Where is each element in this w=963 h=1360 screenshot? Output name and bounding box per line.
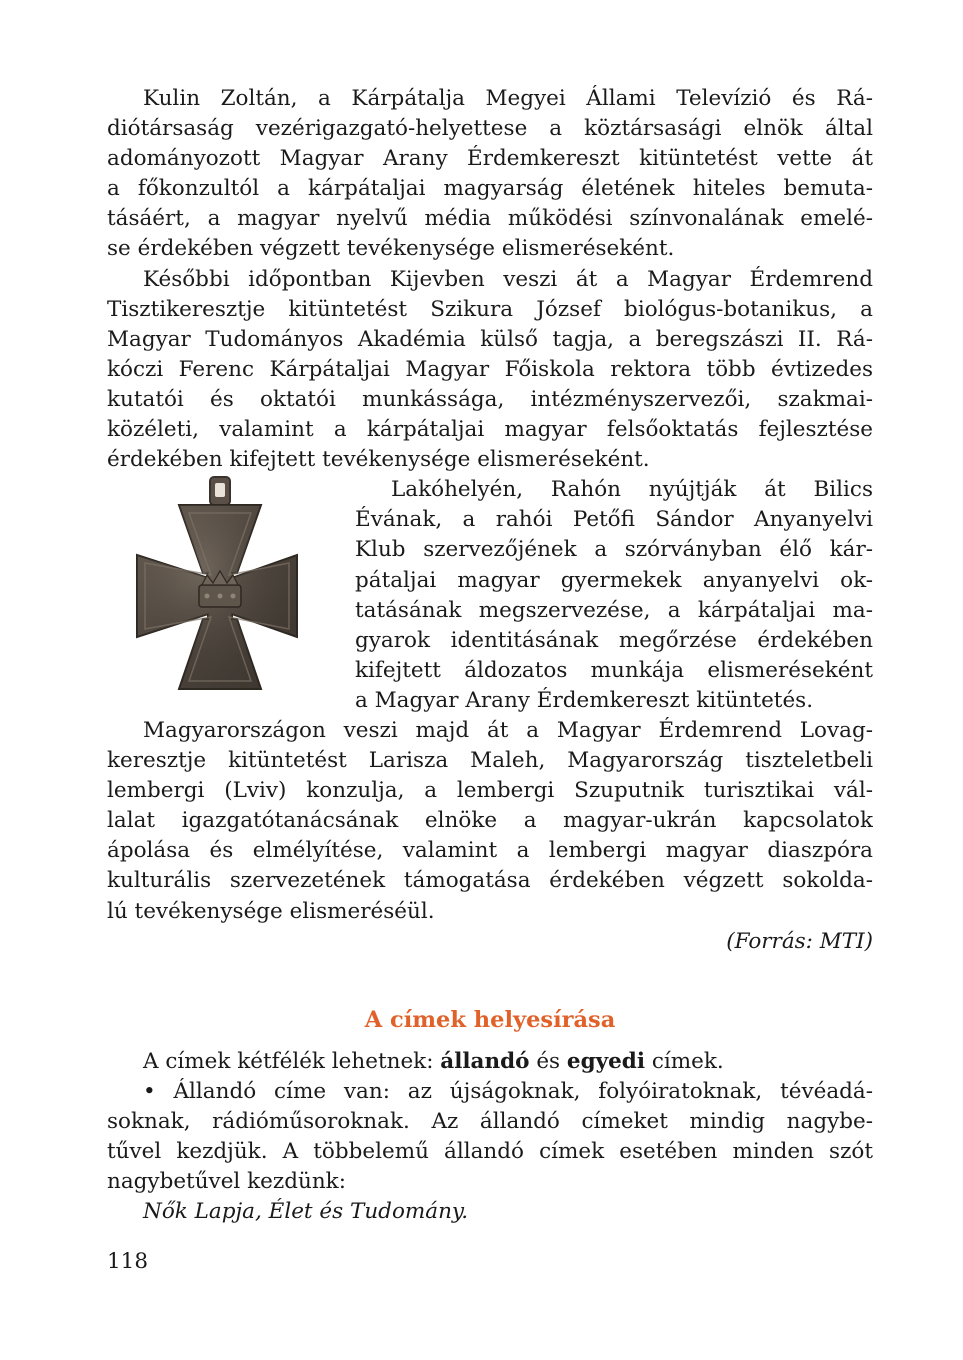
source-citation: (Forrás: MTI) (726, 928, 873, 954)
medal-cross-image (107, 475, 345, 707)
example-titles: Nők Lapja, Élet és Tudomány. (143, 1199, 469, 1225)
intro-text: és (529, 1048, 567, 1074)
intro-text: címek. (645, 1048, 724, 1074)
paragraph-1 (107, 84, 873, 265)
text-line: közéleti, valamint a kárpátaljai magyar felsőoktatás fejlesztése (107, 417, 873, 443)
text-line: Lakóhelyén, Rahón nyújtják át Bilics (391, 477, 873, 503)
text-line: a Magyar Arany Érdemkereszt kitüntetés. (355, 687, 814, 713)
text-line: tatásának megszervezése, a kárpátaljai ma- (355, 597, 873, 623)
page-number: 118 (107, 1249, 149, 1274)
text-line: Évának, a rahói Petőfi Sándor Anyanyelvi (355, 507, 873, 533)
bullet-line: soknak, rádióműsoroknak. Az állandó címeket mindig nagybe- (107, 1108, 873, 1134)
text-line: kutatói és oktatói munkássága, intézményszervezői, szakmai- (107, 386, 873, 412)
text-line: ápolása és elmélyítése, valamint a lembergi magyar diaszpóra (107, 838, 873, 864)
paragraph-3-with-medal (107, 475, 873, 716)
section-body (107, 1047, 873, 1228)
text-line: Magyarországon veszi majd át a Magyar Érdemrend Lovag- (143, 717, 873, 743)
term-bold: egyedi (566, 1048, 646, 1074)
text-line: gyarok identitásának megőrzése érdekében (355, 627, 873, 653)
bullet-line: • Állandó címe van: az újságoknak, folyóiratoknak, tévéadá- (143, 1078, 873, 1104)
text-line: Későbbi időpontban Kijevben veszi át a Magyar Érdemrend (143, 266, 873, 292)
paragraph-4 (107, 716, 873, 927)
text-line: lú tevékenysége elismeréséül. (107, 898, 435, 924)
text-line: érdekében kifejtett tevékenysége elismeréseként. (107, 447, 650, 473)
text-line: Klub szervezőjének a szórványban élő kár- (355, 537, 873, 563)
text-line: lalat igazgatótanácsának elnöke a magyar-ukrán kapcsolatok (107, 808, 873, 834)
text-line: se érdekében végzett tevékenysége elismeréseként. (107, 236, 675, 262)
text-line: kifejtett áldozatos munkája elismeréseként (355, 657, 873, 683)
intro-text: A címek kétfélék lehetnek: (143, 1048, 441, 1074)
text-line: adományozott Magyar Arany Érdemkereszt kitüntetést vette át (107, 146, 873, 172)
text-line: kulturális szervezetének támogatása érdekében végzett sokolda- (107, 868, 873, 894)
text-line: pátaljai magyar gyermekek anyanyelvi ok- (355, 567, 873, 593)
term-bold: állandó (440, 1048, 530, 1074)
text-line: tásáért, a magyar nyelvű média működési színvonalának emelé- (107, 206, 873, 232)
intro-line (107, 1047, 873, 1077)
paragraph-3 (355, 475, 873, 716)
text-line: keresztje kitüntetést Larisza Maleh, Magyarország tiszteletbeli (107, 748, 873, 774)
text-line: Magyar Tudományos Akadémia külső tagja, a beregszászi II. Rá- (107, 326, 873, 352)
bullet-line: nagybetűvel kezdünk: (107, 1169, 346, 1195)
text-line: lembergi (Lviv) konzulja, a lembergi Szuputnik turisztikai vál- (107, 778, 873, 804)
text-line: Kulin Zoltán, a Kárpátalja Megyei Állami Televízió és Rá- (143, 86, 873, 111)
text-line: Tisztikeresztje kitüntetést Szikura József biológus-botanikus, a (107, 296, 873, 322)
section-title: A címek helyesírása (364, 1006, 616, 1033)
bullet-line: tűvel kezdjük. A többelemű állandó címek esetében minden szót (107, 1139, 873, 1164)
text-line: kóczi Ferenc Kárpátaljai Magyar Főiskola rektora több évtizedes (107, 356, 873, 382)
page-body (107, 84, 873, 1227)
text-line: diótársaság vezérigazgató-helyettese a köztársasági elnök által (107, 116, 873, 142)
paragraph-2 (107, 265, 873, 476)
text-line: a főkonzultól a kárpátaljai magyarság életének hiteles bemuta- (107, 176, 873, 202)
